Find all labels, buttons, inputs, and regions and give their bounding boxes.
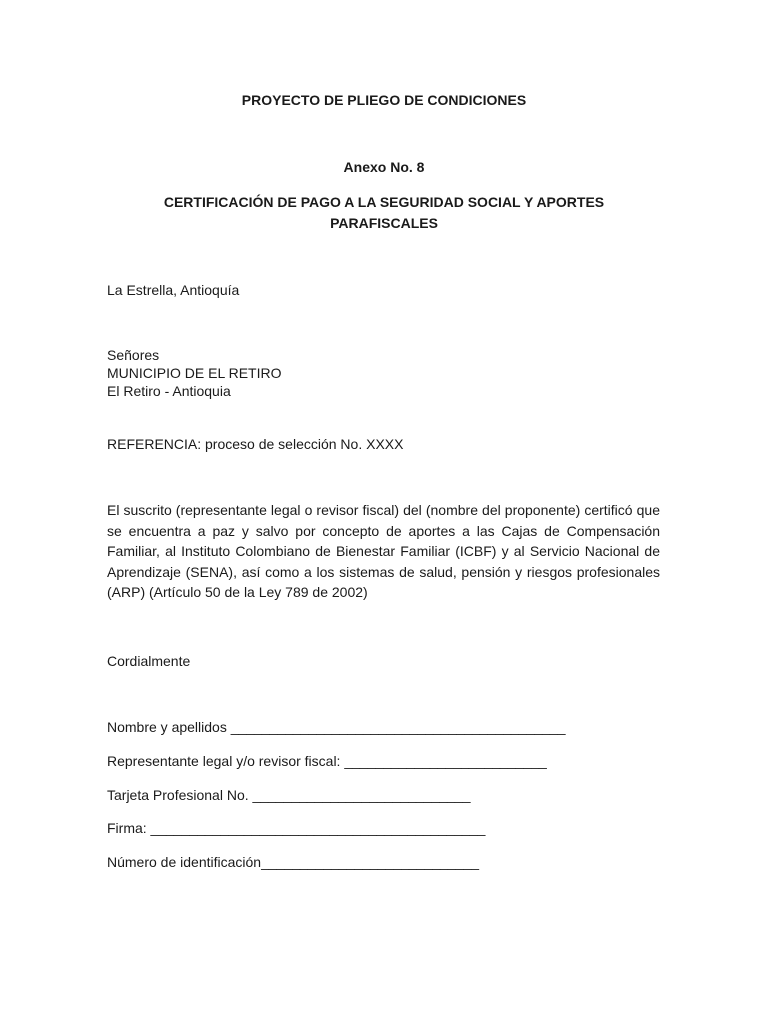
closing-line: Cordialmente xyxy=(107,653,191,669)
signature-field: Firma: ___________________________________________ xyxy=(107,820,486,836)
certificate-heading-line-2: PARAFISCALES xyxy=(330,215,438,231)
annex-number: Anexo No. 8 xyxy=(343,159,425,175)
certificate-heading xyxy=(0,192,768,234)
name-field: Nombre y apellidos ___________________________________________ xyxy=(107,719,566,735)
document-title: PROYECTO DE PLIEGO DE CONDICIONES xyxy=(241,92,527,108)
role-field: Representante legal y/o revisor fiscal: __________________________ xyxy=(107,753,547,769)
recipient-entity: MUNICIPIO DE EL RETIRO xyxy=(107,365,282,381)
reference-line: REFERENCIA: proceso de selección No. XXXX xyxy=(107,436,404,452)
professional-card-field: Tarjeta Profesional No. ____________________________ xyxy=(107,787,471,803)
id-number-field: Número de identificación____________________________ xyxy=(107,854,480,870)
recipient-salutation: Señores xyxy=(107,347,160,363)
certification-paragraph: El suscrito (representante legal o revisor fiscal) del (nombre del proponente) certificó que se encuentra a paz y salvo por concepto de aportes a las Cajas de Compensación Familiar, al Instituto Colombiano de Bienestar Familiar (ICBF) y al Servicio Nacional de Aprendizaje (SENA), así como a los sistemas de salud, pensión y riesgos profesionales (ARP) (Artículo 50 de la Ley 789 de 2002) xyxy=(107,502,660,601)
place-line: La Estrella, Antioquía xyxy=(107,282,240,298)
recipient-city: El Retiro - Antioquia xyxy=(107,383,231,399)
recipient-block xyxy=(107,346,282,400)
certificate-heading-line-1: CERTIFICACIÓN DE PAGO A LA SEGURIDAD SOCIAL Y APORTES xyxy=(163,194,605,210)
